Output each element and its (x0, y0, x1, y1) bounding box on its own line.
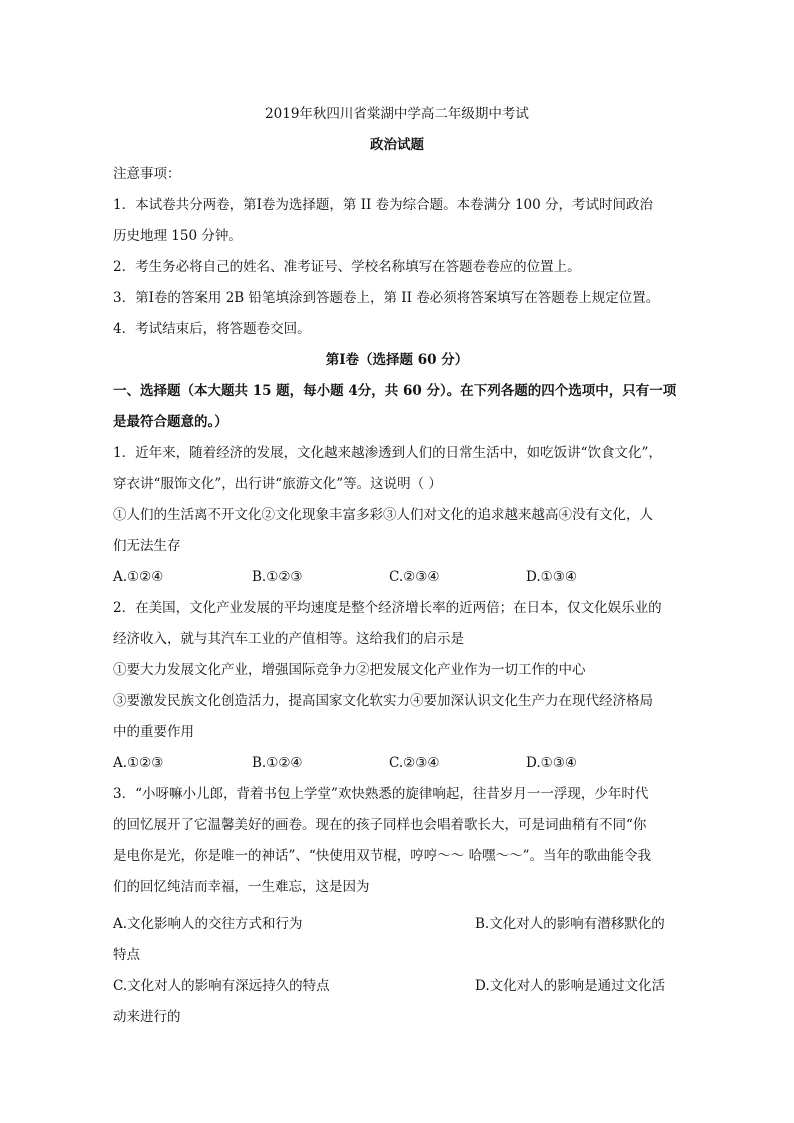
q2-option-d: D.①③④ (526, 755, 577, 771)
q1-option-d: D.①③④ (526, 569, 577, 585)
q1-option-c: C.②③④ (389, 569, 440, 585)
subject-title: 政治试题 (370, 137, 424, 153)
note-line: 1．本试卷共分两卷，第Ⅰ卷为选择题，第 II 卷为综合题。本卷满分 100 分，考试时间政治 (113, 197, 654, 213)
q1-items: 们无法生存 (113, 538, 181, 554)
q2-items: ③要激发民族文化创造活力，提高国家文化软实力④要加深认识文化生产力在现代经济格局 (113, 693, 653, 709)
note-line: 4．考试结束后，将答题卷交回。 (113, 321, 311, 337)
q3-stem: 是电你是光，你是唯一的神话”、“快使用双节棍，哼哼～～ 哈嘿～～”。当年的歌曲能令我 (113, 848, 651, 864)
q1-stem: 穿衣讲“服饰文化”，出行讲“旅游文化”等。这说明（ ） (113, 476, 442, 492)
part-heading: 一、选择题（本大题共 15 题，每小题 4分，共 60 分）。在下列各题的四个选项中，只有一项 (113, 383, 677, 399)
q3-stem: 们的回忆纯洁而幸福，一生难忘，这是因为 (113, 879, 370, 895)
q1-option-b: B.①②③ (252, 569, 303, 585)
q3-stem: 3．“小呀嘛小儿郎，背着书包上学堂”欢快熟悉的旋律响起，往昔岁月一一浮现，少年时代 (113, 786, 649, 802)
exam-title: 2019年秋四川省棠湖中学高二年级期中考试 (265, 106, 529, 122)
note-line: 历史地理 150 分钟。 (113, 228, 242, 244)
q2-stem: 经济收入，就与其汽车工业的产值相等。这给我们的启示是 (113, 631, 464, 647)
note-line: 3．第Ⅰ卷的答案用 2B 铅笔填涂到答题卷上，第 II 卷必须将答案填写在答题卷上规定位置。 (113, 290, 660, 306)
q3-option-c: C.文化对人的影响有深远持久的特点 (113, 978, 330, 994)
q2-option-a: A.①②③ (113, 755, 164, 771)
q2-option-c: C.②③④ (389, 755, 440, 771)
q3-option-d-continued: 动来进行的 (113, 1009, 181, 1025)
q2-stem: 2．在美国，文化产业发展的平均速度是整个经济增长率的近两倍；在日本，仅文化娱乐业的 (113, 600, 662, 616)
section-title: 第Ⅰ卷（选择题 60 分） (325, 352, 469, 368)
q1-items: ①人们的生活离不开文化②文化现象丰富多彩③人们对文化的追求越来越高④没有文化，人 (113, 507, 653, 523)
q2-items: 中的重要作用 (113, 724, 194, 740)
q1-stem: 1．近年来，随着经济的发展，文化越来越渗透到人们的日常生活中，如吃饭讲“饮食文化”， (113, 445, 662, 461)
q1-option-a: A.①②④ (113, 569, 164, 585)
notes-heading: 注意事项： (113, 166, 181, 182)
q3-option-b-continued: 特点 (113, 947, 140, 963)
q2-option-b: B.①②④ (252, 755, 303, 771)
q3-option-d: D.文化对人的影响是通过文化活 (475, 978, 666, 994)
q3-option-a: A.文化影响人的交往方式和行为 (113, 916, 303, 932)
q3-stem: 的回忆展开了它温馨美好的画卷。现在的孩子同样也会唱着歌长大，可是词曲稍有不同“你 (113, 817, 647, 833)
q3-option-b: B.文化对人的影响有潜移默化的 (475, 916, 665, 932)
q2-items: ①要大力发展文化产业，增强国际竞争力②把发展文化产业作为一切工作的中心 (113, 662, 586, 678)
part-heading: 是最符合题意的。） (113, 414, 228, 430)
note-line: 2．考生务必将自己的姓名、准考证号、学校名称填写在答题卷卷应的位置上。 (113, 259, 581, 275)
